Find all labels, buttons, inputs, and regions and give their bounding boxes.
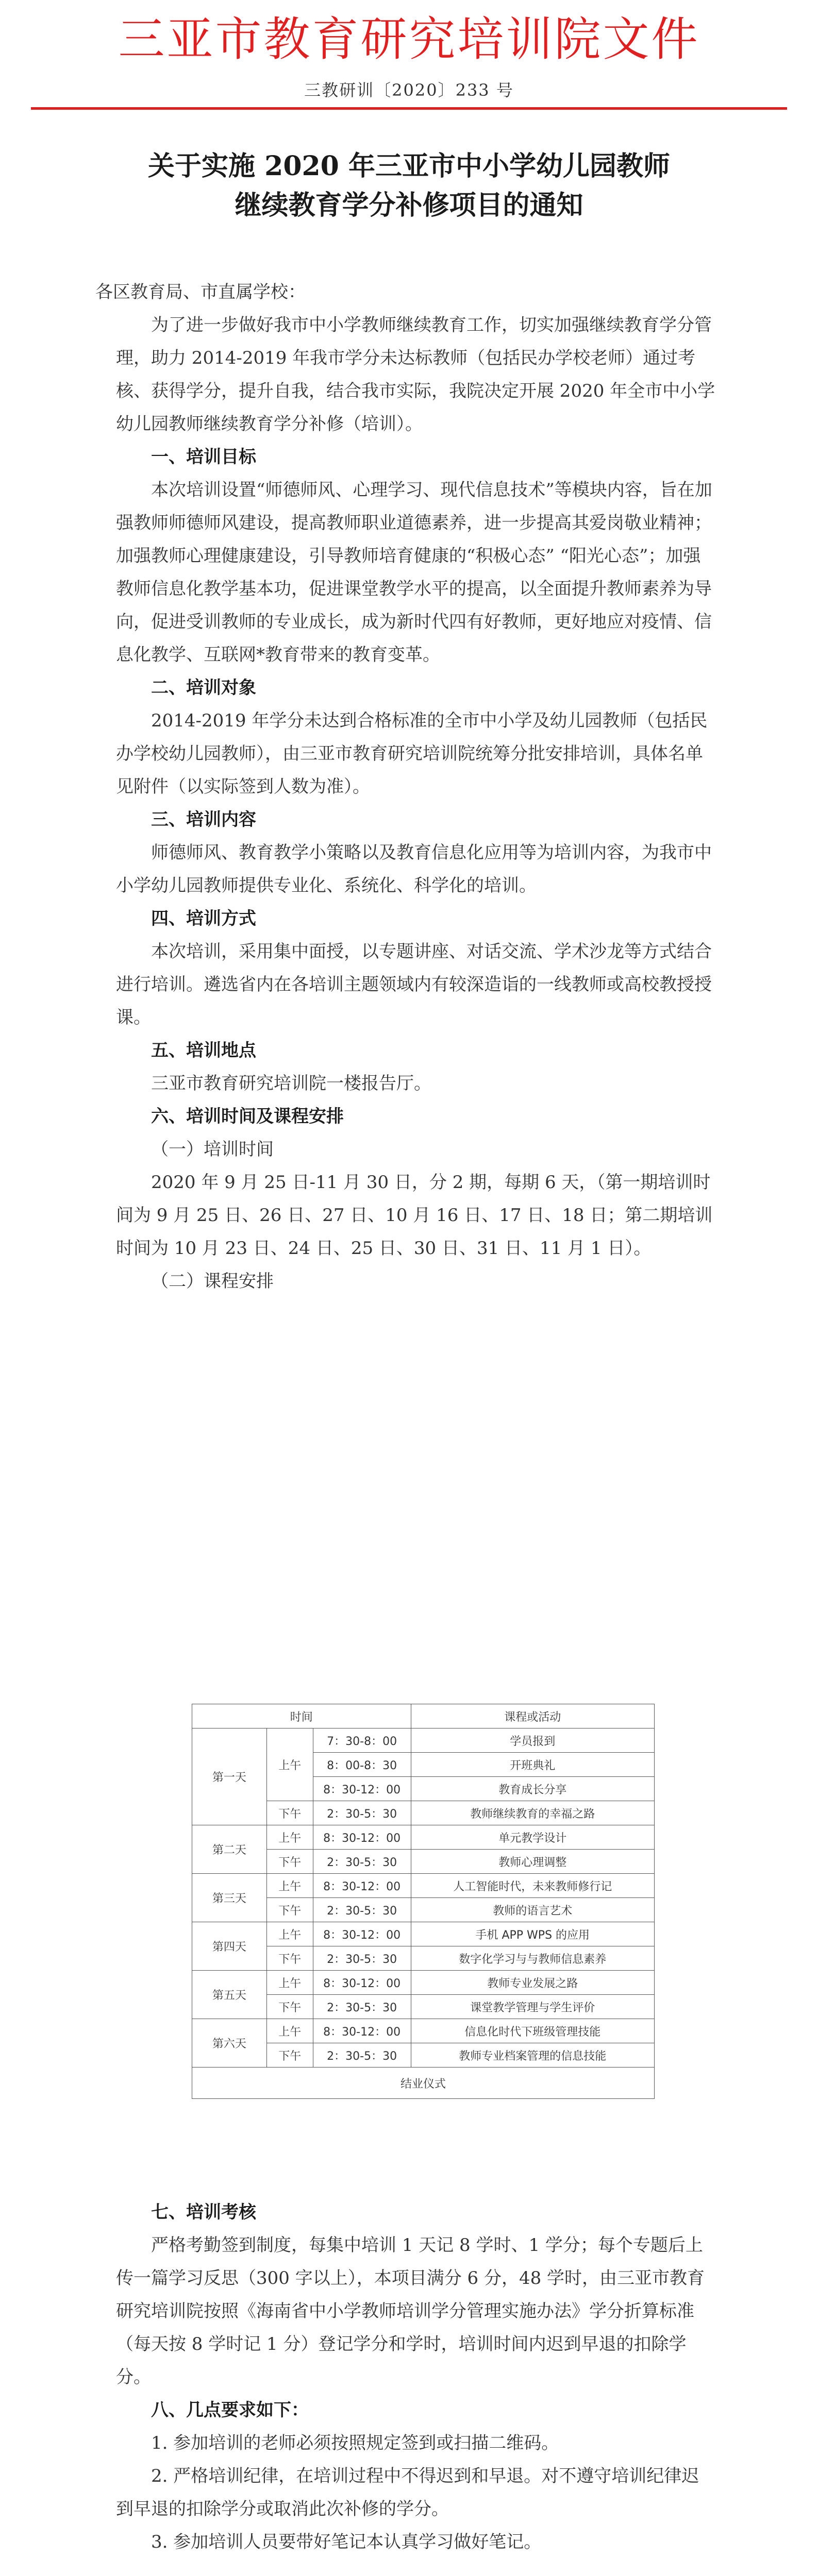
- section-6-text: 2020 年 9 月 25 日-11 月 30 日，分 2 期，每期 6 天，（第一期培训时间为 9 月 25 日、26 日、27 日、10 月 16 日、17 日、18 日；第二期培训时间为 10 月 23 日、24 日、25 日、30 日、31 日、11 月 1 日）。: [116, 1172, 713, 1259]
- schedule-day-label: 第二天: [192, 1825, 267, 1874]
- schedule-header-course: 课程或活动: [411, 1704, 654, 1728]
- schedule-period: 下午: [266, 1898, 313, 1922]
- schedule-course: 数字化学习与与教师信息素养: [411, 1946, 654, 1971]
- schedule-table-wrap: [192, 1704, 655, 2099]
- schedule-row: [192, 1874, 655, 1898]
- schedule-time: 2：30-5：30: [313, 1946, 411, 1971]
- requirement-item-1: 1. 参加培训的老师必须按照规定签到或扫描二维码。: [151, 2433, 559, 2453]
- section-1-text: 本次培训设置“师德师风、心理学习、现代信息技术”等模块内容，旨在加强教师师德师风建设，提高教师职业道德素养，进一步提高其爱岗敬业精神；加强教师心理健康建设，引导教师培育健康的“积极心态” “阳光心态”；加强教师信息化教学基本功，促进课堂教学水平的提高，以全面提升教师素养为导向，促进受训教师的专业成长，成为新时代四有好教师，更好地应对疫情、信息化教学、互联网*教育带来的教育变革。: [116, 480, 712, 665]
- schedule-closing: 结业仪式: [192, 2067, 655, 2099]
- schedule-time: 8：30-12：00: [313, 1874, 411, 1898]
- schedule-header-time: 时间: [192, 1704, 411, 1728]
- schedule-row: [192, 1971, 655, 1995]
- schedule-time: 7：30-8：00: [313, 1728, 411, 1753]
- salutation: 各区教育局、市直属学校：: [95, 282, 306, 302]
- document-title: [0, 147, 818, 225]
- schedule-course: 开班典礼: [411, 1753, 654, 1777]
- schedule-row: [192, 1922, 655, 1946]
- schedule-course: 课堂教学管理与学生评价: [411, 1995, 654, 2019]
- schedule-period: 上午: [266, 1825, 313, 1850]
- schedule-course: 单元教学设计: [411, 1825, 654, 1850]
- schedule-row: [192, 2019, 655, 2043]
- issuer-red-header: 三亚市教育研究培训院文件: [118, 12, 700, 66]
- body-part-2: [116, 2196, 716, 2558]
- section-3-heading: 三、培训内容: [151, 809, 256, 830]
- schedule-period: 上午: [266, 1922, 313, 1946]
- schedule-course: 学员报到: [411, 1728, 654, 1753]
- title-line-2: 继续教育学分补修项目的通知: [235, 190, 583, 221]
- section-7-text: 严格考勤签到制度，每集中培训 1 天记 8 学时、1 学分；每个专题后上传一篇学习反思（300 字以上），本项目满分 6 分，48 学时，由三亚市教育研究培训院按照《海南省中小学教师培训学分管理实施办法》学分折算标准（每天按 8 学时记 1 分）登记学分和学时，培训时间内迟到早退的扣除学分。: [116, 2235, 705, 2387]
- schedule-period: 下午: [266, 2043, 313, 2067]
- schedule-day-label: 第五天: [192, 1971, 267, 2019]
- section-8-heading: 八、几点要求如下：: [151, 2400, 309, 2420]
- schedule-time: 2：30-5：30: [313, 2043, 411, 2067]
- schedule-course: 手机 APP WPS 的应用: [411, 1922, 654, 1946]
- schedule-time: 8：30-12：00: [313, 1777, 411, 1801]
- body-part-1: [95, 276, 716, 1298]
- schedule-period: 下午: [266, 1995, 313, 2019]
- schedule-day-label: 第一天: [192, 1728, 267, 1825]
- red-divider-line: [31, 107, 787, 110]
- intro-paragraph: 为了进一步做好我市中小学教师继续教育工作，切实加强继续教育学分管理，助力 2014-2019 年我市学分未达标教师（包括民办学校老师）通过考核、获得学分，提升自我，结合我市实际，我院决定开展 2020 年全市中小学幼儿园教师继续教育学分补修（培训）。: [116, 315, 715, 434]
- section-7-heading: 七、培训考核: [151, 2202, 256, 2223]
- schedule-time: 8：30-12：00: [313, 2019, 411, 2043]
- document-number: 三教研训〔2020〕233 号: [304, 80, 514, 100]
- schedule-course: 教师继续教育的幸福之路: [411, 1801, 654, 1825]
- schedule-time: 2：30-5：30: [313, 1850, 411, 1874]
- schedule-period: 上午: [266, 1874, 313, 1898]
- section-6-heading: 六、培训时间及课程安排: [151, 1106, 344, 1127]
- section-5-heading: 五、培训地点: [151, 1040, 256, 1061]
- schedule-course: 人工智能时代，未来教师修行记: [411, 1874, 654, 1898]
- section-4-heading: 四、培训方式: [151, 908, 256, 929]
- requirement-item-2: 2. 严格培训纪律，在培训过程中不得迟到和早退。对不遵守培训纪律迟到早退的扣除学分或取消此次补修的学分。: [116, 2466, 699, 2519]
- schedule-day-label: 第六天: [192, 2019, 267, 2067]
- schedule-closing-row: [192, 2067, 655, 2099]
- schedule-day-label: 第三天: [192, 1874, 267, 1922]
- section-6-sub-2: （二）课程安排: [151, 1271, 274, 1292]
- schedule-time: 8：30-12：00: [313, 1825, 411, 1850]
- schedule-time: 2：30-5：30: [313, 1898, 411, 1922]
- schedule-time: 8：30-12：00: [313, 1971, 411, 1995]
- schedule-course: 信息化时代下班级管理技能: [411, 2019, 654, 2043]
- section-5-text: 三亚市教育研究培训院一楼报告厅。: [151, 1073, 431, 1094]
- schedule-course: 教师专业档案管理的信息技能: [411, 2043, 654, 2067]
- schedule-period: 下午: [266, 1946, 313, 1971]
- schedule-period: 上午: [266, 1971, 313, 1995]
- section-4-text: 本次培训，采用集中面授，以专题讲座、对话交流、学术沙龙等方式结合进行培训。遴选省内在各培训主题领域内有较深造诣的一线教师或高校教授授课。: [116, 941, 712, 1028]
- schedule-row: [192, 1728, 655, 1753]
- section-2-heading: 二、培训对象: [151, 677, 256, 698]
- schedule-period: 下午: [266, 1801, 313, 1825]
- schedule-day-label: 第四天: [192, 1922, 267, 1971]
- schedule-header-row: [192, 1704, 655, 1728]
- schedule-table: [192, 1704, 655, 2099]
- section-6-sub-1: （一）培训时间: [151, 1139, 274, 1160]
- schedule-time: 8：00-8：30: [313, 1753, 411, 1777]
- requirement-item-3: 3. 参加培训人员要带好笔记本认真学习做好笔记。: [151, 2532, 542, 2552]
- title-line-1: 关于实施 2020 年三亚市中小学幼儿园教师: [148, 150, 670, 182]
- schedule-period: 上午: [266, 1728, 313, 1801]
- schedule-row: [192, 1825, 655, 1850]
- schedule-time: 2：30-5：30: [313, 1995, 411, 2019]
- section-2-text: 2014-2019 年学分未达到合格标准的全市中小学及幼儿园教师（包括民办学校幼儿园教师），由三亚市教育研究培训院统筹分批安排培训，具体名单见附件（以实际签到人数为准）。: [116, 710, 708, 797]
- schedule-time: 8：30-12：00: [313, 1922, 411, 1946]
- schedule-period: 下午: [266, 1850, 313, 1874]
- section-3-text: 师德师风、教育教学小策略以及教育信息化应用等为培训内容，为我市中小学幼儿园教师提供专业化、系统化、科学化的培训。: [116, 842, 712, 896]
- schedule-course: 教师心理调整: [411, 1850, 654, 1874]
- schedule-time: 2：30-5：30: [313, 1801, 411, 1825]
- schedule-course: 教育成长分享: [411, 1777, 654, 1801]
- schedule-course: 教师的语言艺术: [411, 1898, 654, 1922]
- schedule-period: 上午: [266, 2019, 313, 2043]
- section-1-heading: 一、培训目标: [151, 447, 256, 467]
- schedule-course: 教师专业发展之路: [411, 1971, 654, 1995]
